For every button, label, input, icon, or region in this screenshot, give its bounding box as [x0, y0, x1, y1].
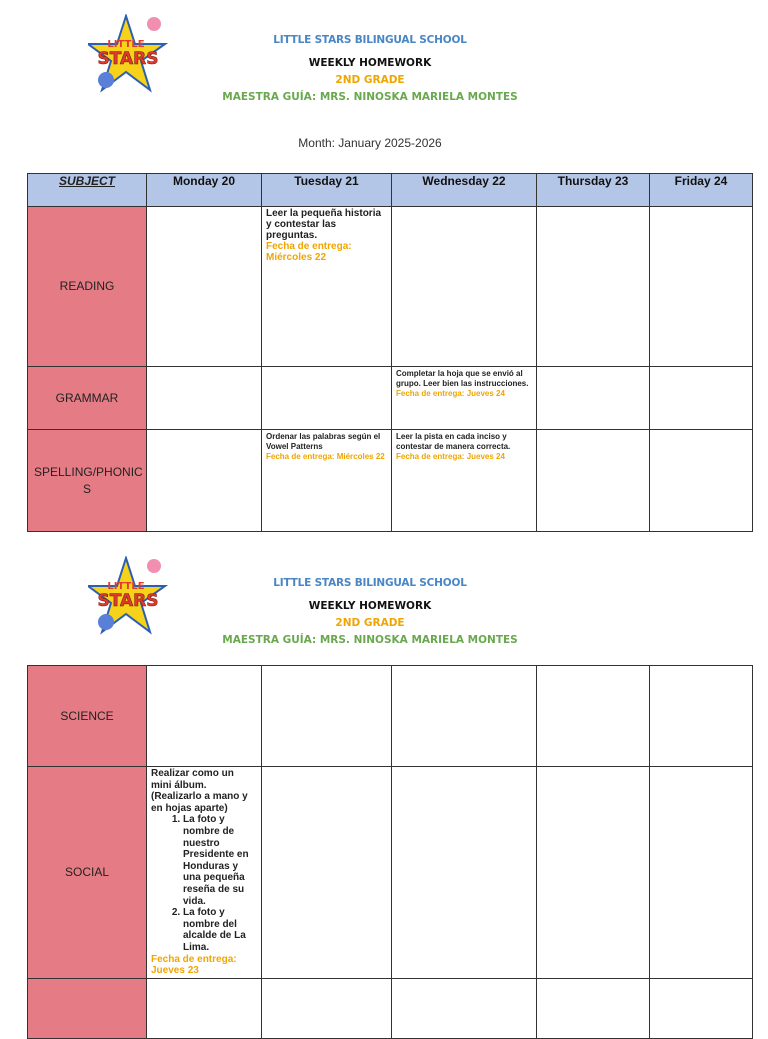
table-row-social — [28, 767, 753, 979]
school-name: LITTLE STARS BILINGUAL SCHOOL — [273, 577, 467, 589]
cell-spelling-tuesday — [262, 430, 392, 532]
cell-social-friday — [650, 767, 753, 979]
cell-social-thursday — [537, 767, 650, 979]
cell-social-monday — [147, 767, 262, 979]
cell-grammar-tuesday — [262, 367, 392, 430]
cell-next-wednesday — [392, 978, 537, 1038]
homework-title: WEEKLY HOMEWORK — [308, 600, 432, 612]
cell-science-wednesday — [392, 666, 537, 767]
svg-text:LITTLE: LITTLE — [107, 581, 145, 592]
cell-grammar-thursday — [537, 367, 650, 430]
cell-next-monday — [147, 978, 262, 1038]
homework-table-2 — [27, 665, 753, 1039]
day-header-thursday: Thursday 23 — [537, 174, 650, 207]
cell-spelling-friday — [650, 430, 753, 532]
task-text: Ordenar las palabras según el Vowel Patterns — [266, 432, 381, 451]
subject-social: SOCIAL — [28, 767, 147, 979]
cell-grammar-monday — [147, 367, 262, 430]
header-bottom — [200, 575, 540, 649]
subject-column-header: SUBJECT — [28, 174, 147, 207]
task-text: Leer la pequeña historia y contestar las preguntas. — [266, 208, 382, 241]
cell-science-thursday — [537, 666, 650, 767]
cell-reading-monday — [147, 207, 262, 367]
homework-table-1 — [27, 173, 753, 532]
svg-text:LITTLE: LITTLE — [107, 39, 145, 50]
due-date: Fecha de entrega: Jueves 24 — [396, 389, 505, 398]
cell-grammar-wednesday — [392, 367, 537, 430]
cell-science-friday — [650, 666, 753, 767]
due-date: Fecha de entrega: Miércoles 22 — [266, 241, 352, 263]
cell-reading-friday — [650, 207, 753, 367]
school-logo — [88, 14, 168, 96]
subject-science: SCIENCE — [28, 666, 147, 767]
cell-spelling-wednesday — [392, 430, 537, 532]
day-header-monday: Monday 20 — [147, 174, 262, 207]
cell-next-friday — [650, 978, 753, 1038]
table-row-science — [28, 666, 753, 767]
cell-next-thursday — [537, 978, 650, 1038]
school-logo — [88, 556, 168, 638]
svg-text:STARS: STARS — [97, 591, 159, 611]
due-date: Fecha de entrega: Jueves 23 — [151, 953, 237, 977]
list-item: 2. La foto y nombre del alcalde de La Lima. — [183, 907, 257, 953]
cell-grammar-friday — [650, 367, 753, 430]
due-date: Fecha de entrega: Miércoles 22 — [266, 452, 385, 461]
grade-label: 2ND GRADE — [335, 617, 405, 629]
cell-science-tuesday — [262, 666, 392, 767]
subject-reading: READING — [28, 207, 147, 367]
table-row-spelling — [28, 430, 753, 532]
teacher-label: MAESTRA GUÍA: MRS. NINOSKA MARIELA MONTES — [222, 91, 518, 103]
task-text: Completar la hoja que se envió al grupo. Leer bien las instrucciones. — [396, 369, 529, 388]
teacher-label: MAESTRA GUÍA: MRS. NINOSKA MARIELA MONTES — [222, 634, 518, 646]
subject-next — [28, 978, 147, 1038]
cell-reading-wednesday — [392, 207, 537, 367]
cell-spelling-thursday — [537, 430, 650, 532]
header-top — [200, 32, 540, 106]
cell-reading-thursday — [537, 207, 650, 367]
cell-social-tuesday — [262, 767, 392, 979]
day-header-tuesday: Tuesday 21 — [262, 174, 392, 207]
cell-spelling-monday — [147, 430, 262, 532]
table-row-grammar — [28, 367, 753, 430]
table-row-reading — [28, 207, 753, 367]
svg-text:STARS: STARS — [97, 49, 159, 69]
cell-science-monday — [147, 666, 262, 767]
school-name: LITTLE STARS BILINGUAL SCHOOL — [273, 34, 467, 46]
task-text: Leer la pista en cada inciso y contestar de manera correcta. — [396, 432, 511, 451]
cell-next-tuesday — [262, 978, 392, 1038]
table-row-next — [28, 978, 753, 1038]
homework-title: WEEKLY HOMEWORK — [308, 57, 432, 69]
subject-grammar: GRAMMAR — [28, 367, 147, 430]
cell-social-wednesday — [392, 767, 537, 979]
table-header-row — [28, 174, 753, 207]
cell-reading-tuesday — [262, 207, 392, 367]
day-header-wednesday: Wednesday 22 — [392, 174, 537, 207]
task-list — [151, 814, 257, 953]
subject-spelling: SPELLING/PHONIC S — [28, 430, 147, 532]
task-text: Realizar como un mini álbum. (Realizarlo a mano y en hojas aparte) — [151, 768, 248, 814]
day-header-friday: Friday 24 — [650, 174, 753, 207]
month-label: Month: January 2025-2026 — [298, 136, 442, 150]
due-date: Fecha de entrega: Jueves 24 — [396, 452, 505, 461]
grade-label: 2ND GRADE — [335, 74, 405, 86]
list-item: 1. La foto y nombre de nuestro Presidente en Honduras y una pequeña reseña de su vida. — [183, 814, 257, 907]
